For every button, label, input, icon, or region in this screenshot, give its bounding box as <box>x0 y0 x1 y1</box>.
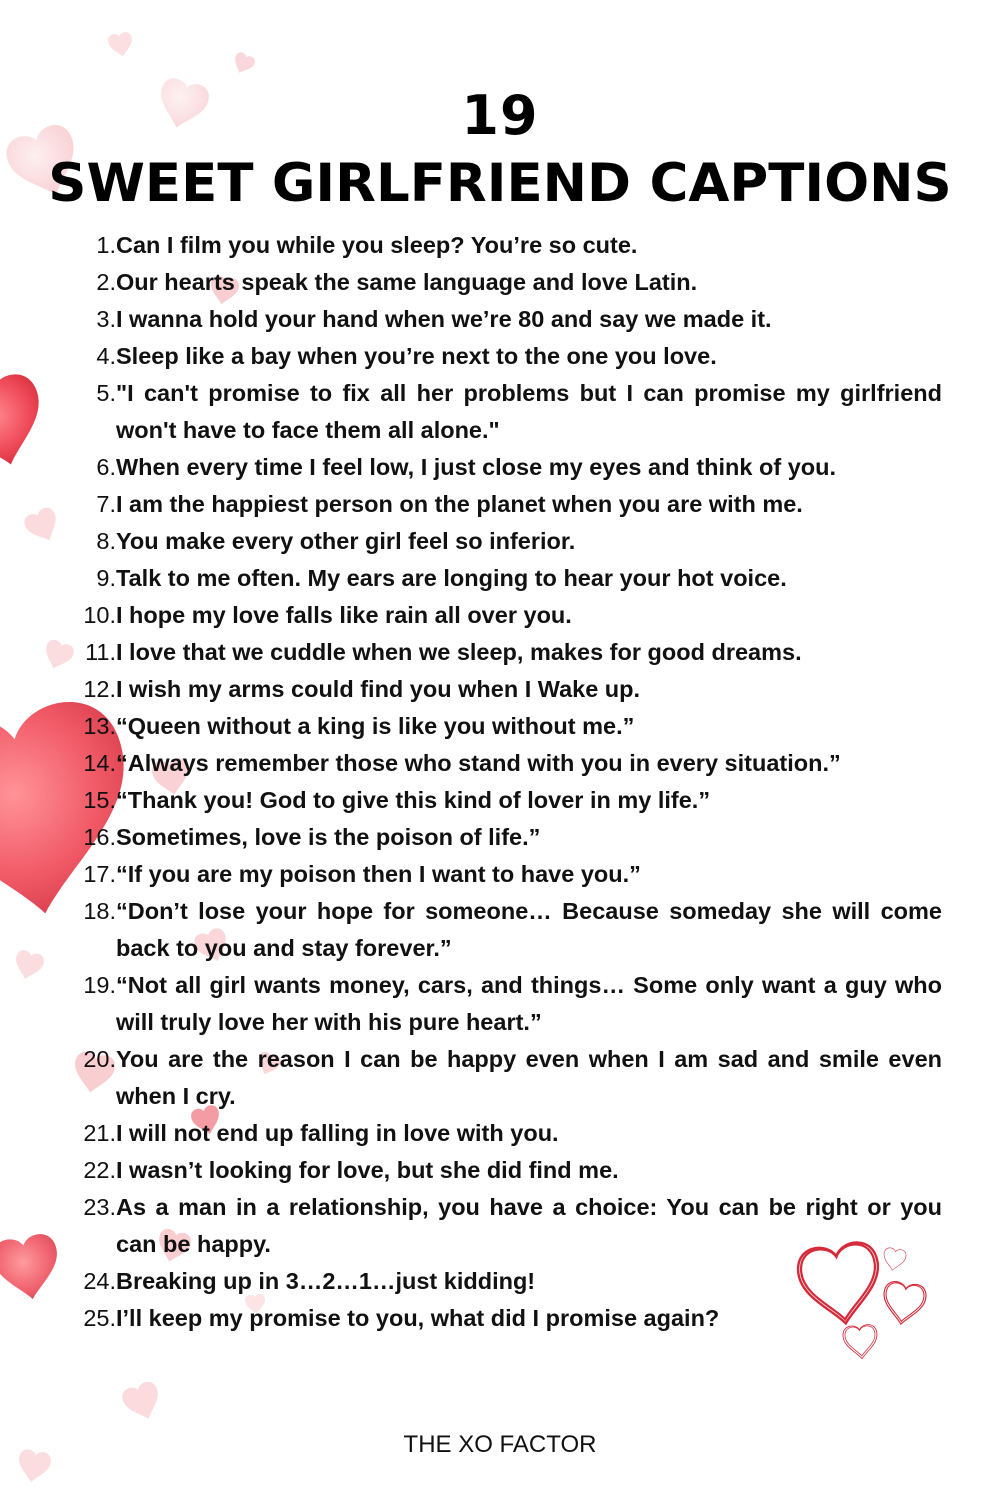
caption-number: 10. <box>83 602 116 628</box>
caption-text: Our hearts speak the same language and love Latin. <box>116 269 698 295</box>
caption-number: 13. <box>83 713 116 739</box>
list-item <box>70 634 942 671</box>
list-item <box>70 597 942 634</box>
caption-text: I’ll keep my promise to you, what did I promise again? <box>116 1305 720 1331</box>
list-item <box>70 338 942 375</box>
title-number: 19 <box>461 84 539 147</box>
caption-text: I wanna hold your hand when we’re 80 and say we made it. <box>116 306 772 332</box>
list-item <box>70 449 942 486</box>
list-item <box>70 819 942 856</box>
caption-text: I love that we cuddle when we sleep, makes for good dreams. <box>116 639 802 665</box>
caption-number: 1. <box>96 232 116 258</box>
captions-list <box>70 227 942 1337</box>
caption-text: “Always remember those who stand with you in every situation.” <box>116 750 841 776</box>
list-item <box>70 1189 942 1263</box>
caption-number: 14. <box>83 750 116 776</box>
list-item <box>70 301 942 338</box>
caption-text: You are the reason I can be happy even when I am sad and smile even when I cry. <box>116 1046 942 1109</box>
caption-text: Sometimes, love is the poison of life.” <box>116 824 541 850</box>
caption-number: 9. <box>96 565 116 591</box>
list-item <box>70 1300 942 1337</box>
list-item <box>70 856 942 893</box>
caption-text: As a man in a relationship, you have a choice: You can be right or you can be happy. <box>116 1194 942 1257</box>
caption-number: 4. <box>96 343 116 369</box>
caption-number: 25. <box>83 1305 116 1331</box>
list-item <box>70 227 942 264</box>
list-item <box>70 1115 942 1152</box>
caption-text: “Thank you! God to give this kind of lover in my life.” <box>116 787 711 813</box>
caption-text: Talk to me often. My ears are longing to hear your hot voice. <box>116 565 787 591</box>
caption-number: 3. <box>96 306 116 332</box>
footer-brand: THE XO FACTOR <box>403 1431 597 1458</box>
caption-number: 24. <box>83 1268 116 1294</box>
list-item <box>70 893 942 967</box>
caption-number: 15. <box>83 787 116 813</box>
page-title: SWEET GIRLFRIEND CAPTIONS <box>48 153 952 214</box>
caption-text: I will not end up falling in love with you. <box>116 1120 559 1146</box>
caption-number: 23. <box>83 1194 116 1220</box>
caption-number: 17. <box>83 861 116 887</box>
caption-text: I am the happiest person on the planet when you are with me. <box>116 491 803 517</box>
caption-number: 8. <box>96 528 116 554</box>
caption-text: When every time I feel low, I just close my eyes and think of you. <box>116 454 836 480</box>
caption-text: “Don’t lose your hope for someone… Because someday she will come back to you and stay forever.” <box>116 898 942 961</box>
caption-text: “Queen without a king is like you without me.” <box>116 713 635 739</box>
caption-number: 6. <box>96 454 116 480</box>
list-item <box>70 1041 942 1115</box>
caption-text: “Not all girl wants money, cars, and things… Some only want a guy who will truly love her with his pure heart.” <box>116 972 942 1035</box>
list-item <box>70 967 942 1041</box>
list-item <box>70 1263 942 1300</box>
caption-number: 7. <box>96 491 116 517</box>
list-item <box>70 1152 942 1189</box>
list-item <box>70 745 942 782</box>
caption-text: Sleep like a bay when you’re next to the one you love. <box>116 343 717 369</box>
caption-number: 18. <box>83 898 116 924</box>
caption-number: 12. <box>83 676 116 702</box>
caption-text: You make every other girl feel so inferior. <box>116 528 576 554</box>
list-item <box>70 375 942 449</box>
caption-number: 22. <box>83 1157 116 1183</box>
caption-text: I wasn’t looking for love, but she did find me. <box>116 1157 619 1183</box>
list-item <box>70 560 942 597</box>
caption-number: 11. <box>85 639 116 665</box>
caption-number: 21. <box>83 1120 116 1146</box>
caption-number: 16. <box>83 824 116 850</box>
list-item <box>70 671 942 708</box>
caption-text: Can I film you while you sleep? You’re so cute. <box>116 232 638 258</box>
caption-text: Breaking up in 3…2…1…just kidding! <box>116 1268 536 1294</box>
caption-text: I hope my love falls like rain all over you. <box>116 602 572 628</box>
list-item <box>70 708 942 745</box>
list-item <box>70 264 942 301</box>
caption-number: 5. <box>96 380 116 406</box>
caption-text: "I can't promise to fix all her problems but I can promise my girlfriend won't have to face them all alone." <box>116 380 942 443</box>
list-item <box>70 523 942 560</box>
caption-text: I wish my arms could find you when I Wake up. <box>116 676 641 702</box>
list-item <box>70 782 942 819</box>
caption-text: “If you are my poison then I want to have you.” <box>116 861 641 887</box>
list-item <box>70 486 942 523</box>
caption-number: 20. <box>83 1046 116 1072</box>
caption-number: 19. <box>83 972 116 998</box>
caption-number: 2. <box>96 269 116 295</box>
